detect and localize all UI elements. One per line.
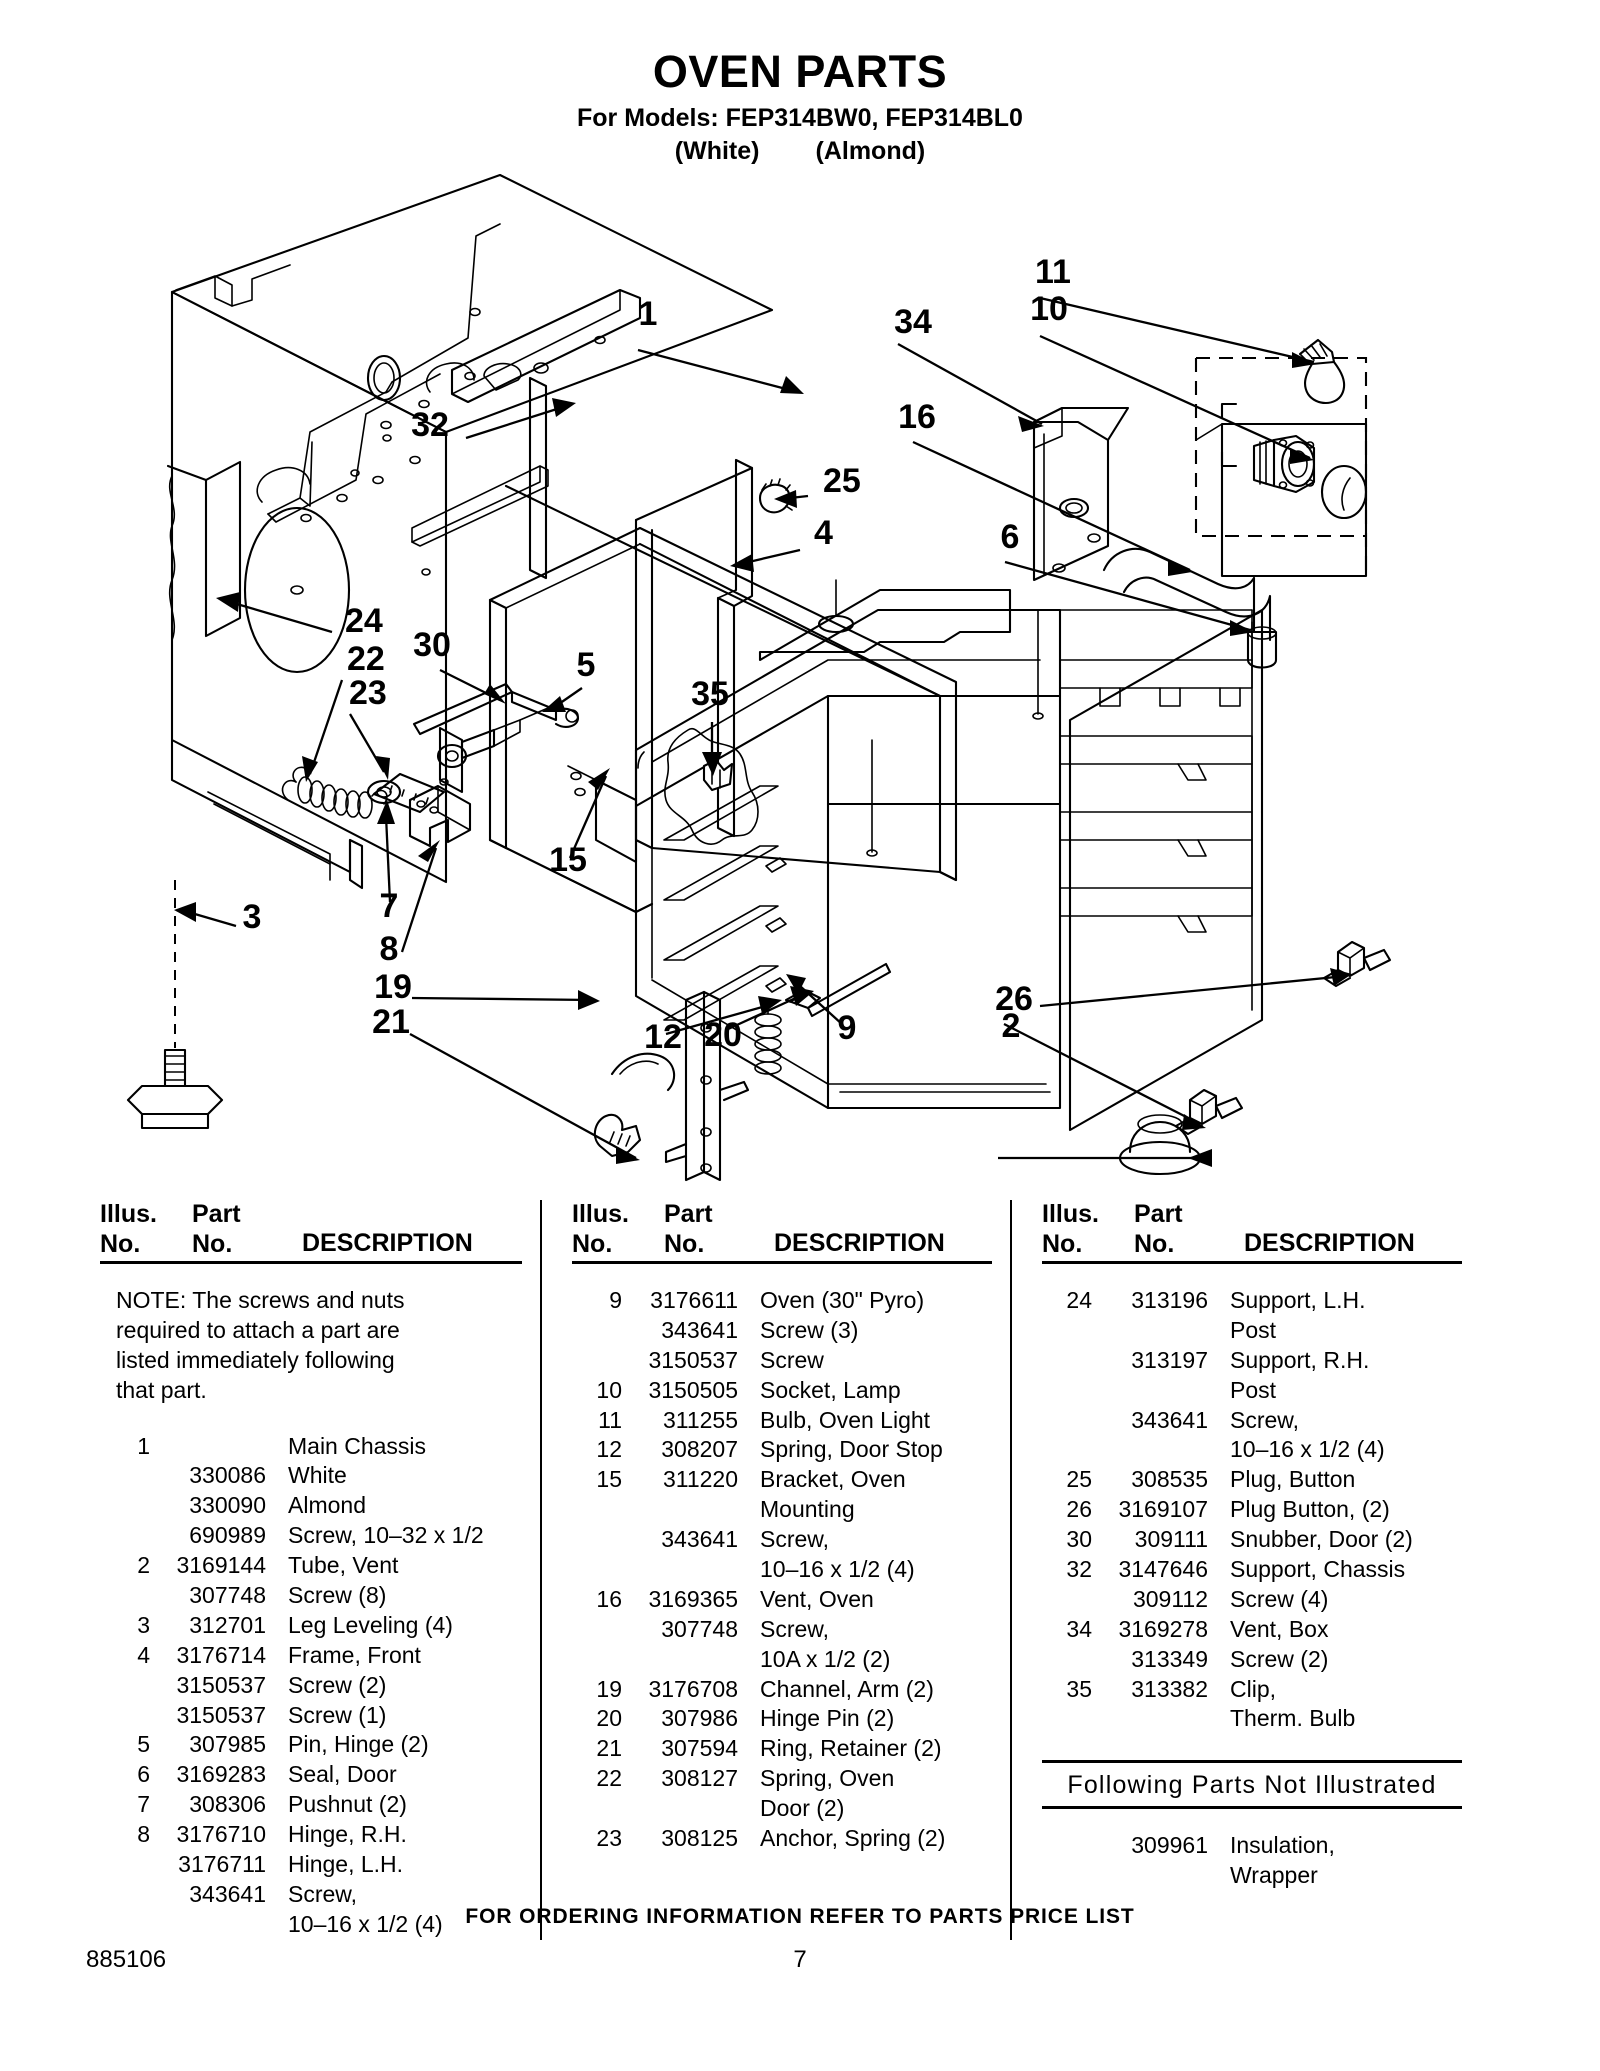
table-row <box>572 1615 992 1675</box>
cell-description: Spring, Oven Door (2) <box>760 1764 992 1824</box>
exploded-parts-diagram <box>0 140 1600 1200</box>
cell-description: Support, Chassis <box>1230 1556 1406 1583</box>
header-part-line2: No. <box>192 1229 233 1258</box>
cell-illus-no: 19 <box>596 1675 622 1702</box>
parts-column-2 <box>540 1200 1010 1940</box>
cell-description: Hinge, R.H. <box>288 1821 407 1848</box>
cell-description: Screw, 10A x 1/2 (2) <box>760 1615 992 1675</box>
table-row <box>100 1730 522 1760</box>
table-row <box>1042 1406 1462 1466</box>
header-illus-no <box>100 1200 192 1259</box>
table-row <box>100 1611 522 1641</box>
cell-illus-no <box>100 1701 158 1731</box>
cell-description: Screw (4) <box>1230 1585 1329 1612</box>
cell-part-no: 308207 <box>661 1436 738 1463</box>
cell-illus-no: 35 <box>1066 1675 1092 1702</box>
not-illustrated-title: Following Parts Not Illustrated <box>1067 1771 1437 1800</box>
header-rule <box>1042 1261 1462 1264</box>
cell-description-continued: Mounting <box>760 1496 855 1523</box>
cell-description-continued: Door (2) <box>760 1795 845 1822</box>
cell-illus-no: 23 <box>596 1825 622 1852</box>
table-row <box>1042 1645 1462 1675</box>
finish-almond-label: (Almond) <box>815 137 926 165</box>
callout-25: 25 <box>823 462 861 500</box>
cell-part-no: 313197 <box>1131 1346 1208 1373</box>
table-row <box>100 1521 522 1551</box>
callout-21: 21 <box>372 1003 410 1041</box>
cell-description: Screw, 10–16 x 1/2 (4) <box>760 1525 992 1585</box>
cell-description: Clip, Therm. Bulb <box>1230 1675 1462 1735</box>
header-part-line2: No. <box>664 1229 705 1258</box>
cell-part-no: 313196 <box>1131 1287 1208 1313</box>
parts-column-1 <box>100 1200 540 1940</box>
cell-part-no: 313349 <box>1131 1645 1208 1672</box>
cell-part-no: 3176708 <box>648 1675 738 1702</box>
callout-5: 5 <box>576 646 596 684</box>
callout-20: 20 <box>704 1016 742 1054</box>
cell-part-no: 312701 <box>189 1611 266 1638</box>
callout-7: 7 <box>379 887 399 925</box>
table-row <box>572 1824 992 1854</box>
callout-16: 16 <box>898 398 936 436</box>
callout-1: 1 <box>638 295 658 333</box>
cell-description-continued: Therm. Bulb <box>1230 1705 1356 1732</box>
header-description: DESCRIPTION <box>302 1228 473 1257</box>
table-row <box>1042 1585 1462 1615</box>
column-1-header <box>100 1200 522 1259</box>
cell-part-no: 307985 <box>189 1731 266 1758</box>
cell-illus-no: 16 <box>596 1585 622 1612</box>
cell-part-no: 3176714 <box>176 1641 266 1668</box>
cell-illus-no <box>100 1671 158 1701</box>
cell-part-no: 309112 <box>1132 1585 1208 1612</box>
header-description: DESCRIPTION <box>1244 1228 1415 1257</box>
cell-illus-no: 9 <box>609 1287 622 1313</box>
table-row <box>572 1435 992 1465</box>
page-number: 7 <box>793 1946 807 1973</box>
table-row <box>572 1376 992 1406</box>
cell-part-no: 308127 <box>661 1765 738 1792</box>
cell-part-no: 307986 <box>661 1705 738 1732</box>
cell-part-no: 313382 <box>1131 1675 1208 1702</box>
parts-rows-1 <box>100 1432 522 1940</box>
cell-part-no: 343641 <box>189 1880 266 1907</box>
cell-part-no: 3147646 <box>1118 1556 1208 1583</box>
cell-illus-no: 22 <box>596 1765 622 1792</box>
cell-description: Support, L.H. Post <box>1230 1286 1462 1346</box>
table-row <box>572 1286 992 1316</box>
cell-part-no: 3169278 <box>1118 1615 1208 1642</box>
cell-illus-no: 10 <box>596 1376 622 1403</box>
table-row <box>100 1790 522 1820</box>
cell-description: Vent, Box <box>1230 1615 1329 1642</box>
cell-description: Plug, Button <box>1230 1466 1356 1493</box>
cell-description: Screw (2) <box>288 1671 387 1698</box>
callout-9: 9 <box>837 1009 857 1047</box>
finish-white-label: (White) <box>674 137 760 165</box>
table-row <box>1042 1555 1462 1585</box>
cell-part-no: 3169283 <box>176 1761 266 1788</box>
cell-part-no: 343641 <box>1131 1406 1208 1433</box>
cell-description: Screw, 10–32 x 1/2 <box>288 1522 484 1549</box>
cell-illus-no <box>100 1461 158 1491</box>
table-row <box>100 1850 522 1880</box>
cell-description: Channel, Arm (2) <box>760 1675 934 1702</box>
table-row <box>100 1701 522 1731</box>
header-part-line2: No. <box>1134 1229 1175 1258</box>
header-part-line1: Part <box>664 1200 713 1228</box>
callout-19: 19 <box>374 968 412 1006</box>
table-row <box>100 1581 522 1611</box>
parts-rows-not-illustrated <box>1042 1831 1462 1891</box>
header-illus-line2: No. <box>572 1229 613 1258</box>
cell-part-no: 308535 <box>1131 1466 1208 1493</box>
cell-description: Insulation, Wrapper <box>1230 1831 1462 1891</box>
cell-part-no: 311220 <box>662 1466 738 1493</box>
cell-part-no: 3169365 <box>648 1585 738 1612</box>
cell-part-no: 690989 <box>189 1522 266 1549</box>
callout-labels <box>243 253 1071 1056</box>
cell-illus-no: 4 <box>137 1641 150 1668</box>
lamp-assembly-group <box>1196 340 1366 576</box>
cell-description: Support, R.H. Post <box>1230 1346 1462 1406</box>
table-row <box>572 1525 992 1585</box>
cell-illus-no: 24 <box>1066 1287 1092 1313</box>
parts-rows-2 <box>572 1286 992 1854</box>
header-illus-line1: Illus. <box>1042 1200 1099 1228</box>
table-row <box>572 1406 992 1436</box>
vent-box-group <box>1034 408 1128 580</box>
cell-part-no: 3150537 <box>176 1671 266 1698</box>
cell-part-no: 3150537 <box>176 1701 266 1728</box>
cell-part-no: 309961 <box>1131 1832 1208 1859</box>
table-row <box>1042 1675 1462 1735</box>
header-illus-no <box>572 1200 664 1259</box>
page-title: OVEN PARTS <box>652 46 948 97</box>
table-row <box>100 1491 522 1521</box>
cell-description: Main Chassis <box>288 1432 427 1459</box>
callout-15: 15 <box>549 841 587 879</box>
cell-description: Seal, Door <box>288 1761 397 1788</box>
callout-35: 35 <box>691 675 729 713</box>
table-row <box>572 1465 992 1525</box>
header-part-no <box>192 1200 302 1259</box>
header-part-no <box>664 1200 774 1259</box>
callout-8: 8 <box>379 930 399 968</box>
table-row <box>1042 1465 1462 1495</box>
table-row <box>572 1346 992 1376</box>
cell-part-no: 3169144 <box>176 1552 266 1579</box>
callout-10: 10 <box>1030 290 1068 328</box>
parts-note: NOTE: The screws and nuts required to attach a part are listed immediately following that part. <box>116 1287 405 1403</box>
cell-description: Tube, Vent <box>288 1552 399 1579</box>
callout-2: 2 <box>1001 1007 1021 1045</box>
cell-part-no: 308306 <box>189 1791 266 1818</box>
table-row <box>1042 1495 1462 1525</box>
cell-part-no: 307594 <box>661 1735 738 1762</box>
header-part-line1: Part <box>192 1200 241 1228</box>
callout-34: 34 <box>894 303 932 341</box>
cell-illus-no <box>572 1525 630 1585</box>
cell-part-no: 330086 <box>189 1462 266 1489</box>
table-row <box>572 1675 992 1705</box>
table-row <box>100 1641 522 1671</box>
cell-description: Hinge, L.H. <box>288 1851 404 1878</box>
parts-rows-3 <box>1042 1286 1462 1734</box>
callout-6: 6 <box>1000 518 1020 556</box>
header-illus-no <box>1042 1200 1134 1259</box>
cell-illus-no: 3 <box>137 1611 150 1638</box>
cell-illus-no: 6 <box>137 1761 150 1788</box>
table-row <box>100 1820 522 1850</box>
cell-description: Frame, Front <box>288 1641 421 1668</box>
callout-11: 11 <box>1035 253 1071 291</box>
cell-part-no: 309111 <box>1134 1526 1208 1553</box>
header-illus-line1: Illus. <box>100 1200 157 1228</box>
callout-4: 4 <box>814 514 833 552</box>
cell-description-continued: 10–16 x 1/2 (4) <box>760 1556 915 1583</box>
parts-column-3 <box>1010 1200 1480 1940</box>
callout-23: 23 <box>349 674 387 712</box>
cell-part-no: 343641 <box>661 1316 738 1343</box>
cell-part-no: 307748 <box>189 1582 266 1609</box>
cell-illus-no: 2 <box>137 1552 150 1579</box>
table-row <box>572 1316 992 1346</box>
cell-illus-no: 8 <box>137 1821 150 1848</box>
cell-illus-no: 20 <box>596 1705 622 1732</box>
cell-description: Pin, Hinge (2) <box>288 1731 429 1758</box>
cell-description: Screw, 10–16 x 1/2 (4) <box>1230 1406 1462 1466</box>
table-row <box>1042 1615 1462 1645</box>
cell-description: Hinge Pin (2) <box>760 1705 895 1732</box>
diagram-svg <box>0 140 1600 1200</box>
cell-illus-no: 34 <box>1066 1615 1092 1642</box>
cell-description: Screw <box>760 1346 824 1373</box>
not-illustrated-rule-bottom <box>1042 1806 1462 1809</box>
header-illus-line1: Illus. <box>572 1200 629 1228</box>
column-2-header <box>572 1200 992 1259</box>
cell-description-continued: Post <box>1230 1376 1277 1403</box>
cell-illus-no: 1 <box>137 1432 150 1459</box>
door-hinge-parts-group <box>595 964 890 1200</box>
header-part-no <box>1134 1200 1244 1259</box>
cell-part-no <box>158 1432 288 1462</box>
cell-part-no: 343641 <box>661 1526 738 1553</box>
cell-description: Oven (30" Pyro) <box>760 1287 925 1313</box>
table-row <box>100 1551 522 1581</box>
header-rule <box>572 1261 992 1264</box>
cell-part-no: 311255 <box>662 1406 738 1433</box>
cell-description: Spring, Door Stop <box>760 1436 943 1463</box>
cell-illus-no: 30 <box>1066 1526 1092 1553</box>
cell-illus-no: 5 <box>137 1731 150 1758</box>
cell-illus-no <box>100 1581 158 1611</box>
table-row <box>572 1764 992 1824</box>
cell-illus-no: 15 <box>596 1466 622 1493</box>
cell-description: Screw (1) <box>288 1701 387 1728</box>
cell-description: White <box>288 1462 347 1489</box>
cell-illus-no <box>572 1316 630 1346</box>
table-row <box>100 1671 522 1701</box>
cell-description: Bracket, Oven Mounting <box>760 1465 992 1525</box>
header-illus-line2: No. <box>100 1229 141 1258</box>
cell-illus-no <box>1042 1831 1100 1891</box>
parts-list-tables <box>100 1200 1500 1940</box>
callout-3: 3 <box>242 898 262 936</box>
header-rule <box>100 1261 522 1264</box>
cell-illus-no <box>1042 1585 1100 1615</box>
cell-part-no: 3176611 <box>650 1287 738 1313</box>
cell-illus-no: 7 <box>137 1791 150 1818</box>
table-row <box>572 1585 992 1615</box>
table-row <box>572 1734 992 1764</box>
cell-part-no: 330090 <box>189 1492 266 1519</box>
cell-description-continued: Wrapper <box>1230 1862 1318 1889</box>
cell-description-continued: 10A x 1/2 (2) <box>760 1645 891 1672</box>
cell-description: Socket, Lamp <box>760 1376 901 1403</box>
cell-part-no: 307748 <box>661 1615 738 1642</box>
cell-description-continued: 10–16 x 1/2 (4) <box>288 1910 443 1937</box>
cell-description: Ring, Retainer (2) <box>760 1735 942 1762</box>
cell-description: Vent, Oven <box>760 1585 874 1612</box>
column-3-header <box>1042 1200 1462 1259</box>
cell-illus-no: 32 <box>1066 1556 1092 1583</box>
cell-illus-no: 11 <box>598 1406 622 1433</box>
cell-illus-no: 21 <box>596 1735 622 1762</box>
cell-part-no: 3150537 <box>648 1346 738 1373</box>
header-illus-line2: No. <box>1042 1229 1083 1258</box>
cell-description: Screw (3) <box>760 1316 859 1343</box>
document-number: 885106 <box>86 1946 167 1973</box>
cell-description: Snubber, Door (2) <box>1230 1526 1413 1553</box>
table-row <box>100 1432 522 1462</box>
models-line: For Models: FEP314BW0, FEP314BL0 <box>577 104 1023 133</box>
header-description: DESCRIPTION <box>774 1228 945 1257</box>
cell-part-no: 308125 <box>661 1825 738 1852</box>
ordering-info-note: FOR ORDERING INFORMATION REFER TO PARTS PRICE LIST <box>465 1905 1135 1928</box>
cell-illus-no <box>1042 1645 1100 1675</box>
table-row <box>100 1461 522 1491</box>
callout-32: 32 <box>411 406 449 444</box>
cell-description: Pushnut (2) <box>288 1791 407 1818</box>
cell-illus-no <box>1042 1406 1100 1466</box>
callout-30: 30 <box>413 626 451 664</box>
cell-illus-no <box>572 1615 630 1675</box>
cell-illus-no <box>100 1850 158 1880</box>
callout-22: 22 <box>347 640 385 678</box>
cell-description: Screw (2) <box>1230 1645 1329 1672</box>
table-row <box>572 1704 992 1734</box>
cell-description: Screw (8) <box>288 1582 387 1609</box>
table-row <box>1042 1286 1462 1346</box>
table-row <box>100 1760 522 1790</box>
cell-description: Plug Button, (2) <box>1230 1496 1390 1523</box>
cell-illus-no <box>100 1491 158 1521</box>
callout-26: 26 <box>995 980 1033 1018</box>
cell-part-no: 3176710 <box>176 1821 266 1848</box>
cell-illus-no <box>100 1521 158 1551</box>
cell-illus-no <box>572 1346 630 1376</box>
callout-24: 24 <box>345 602 383 640</box>
cell-illus-no: 26 <box>1066 1496 1092 1523</box>
cell-illus-no: 25 <box>1066 1466 1092 1493</box>
cell-description: Bulb, Oven Light <box>760 1406 931 1433</box>
plug-buttons-26-group <box>1176 942 1390 1134</box>
cell-illus-no <box>1042 1346 1100 1406</box>
cell-part-no: 3169107 <box>1118 1496 1208 1523</box>
table-row <box>1042 1831 1462 1891</box>
oven-vent-tube-group <box>1104 549 1276 668</box>
cell-description: Screw, 10–16 x 1/2 (4) <box>288 1880 522 1940</box>
table-row <box>1042 1346 1462 1406</box>
cell-part-no: 3176711 <box>178 1851 266 1878</box>
cell-illus-no: 12 <box>596 1436 622 1463</box>
header-part-line1: Part <box>1134 1200 1183 1228</box>
cell-description-continued: Post <box>1230 1316 1277 1343</box>
cell-description: Almond <box>288 1492 366 1519</box>
cell-description: Anchor, Spring (2) <box>760 1825 946 1852</box>
cell-description-continued: 10–16 x 1/2 (4) <box>1230 1436 1385 1463</box>
cell-part-no: 3150505 <box>648 1376 738 1403</box>
callout-12: 12 <box>644 1018 682 1056</box>
cell-description: Leg Leveling (4) <box>288 1611 453 1638</box>
table-row <box>1042 1525 1462 1555</box>
